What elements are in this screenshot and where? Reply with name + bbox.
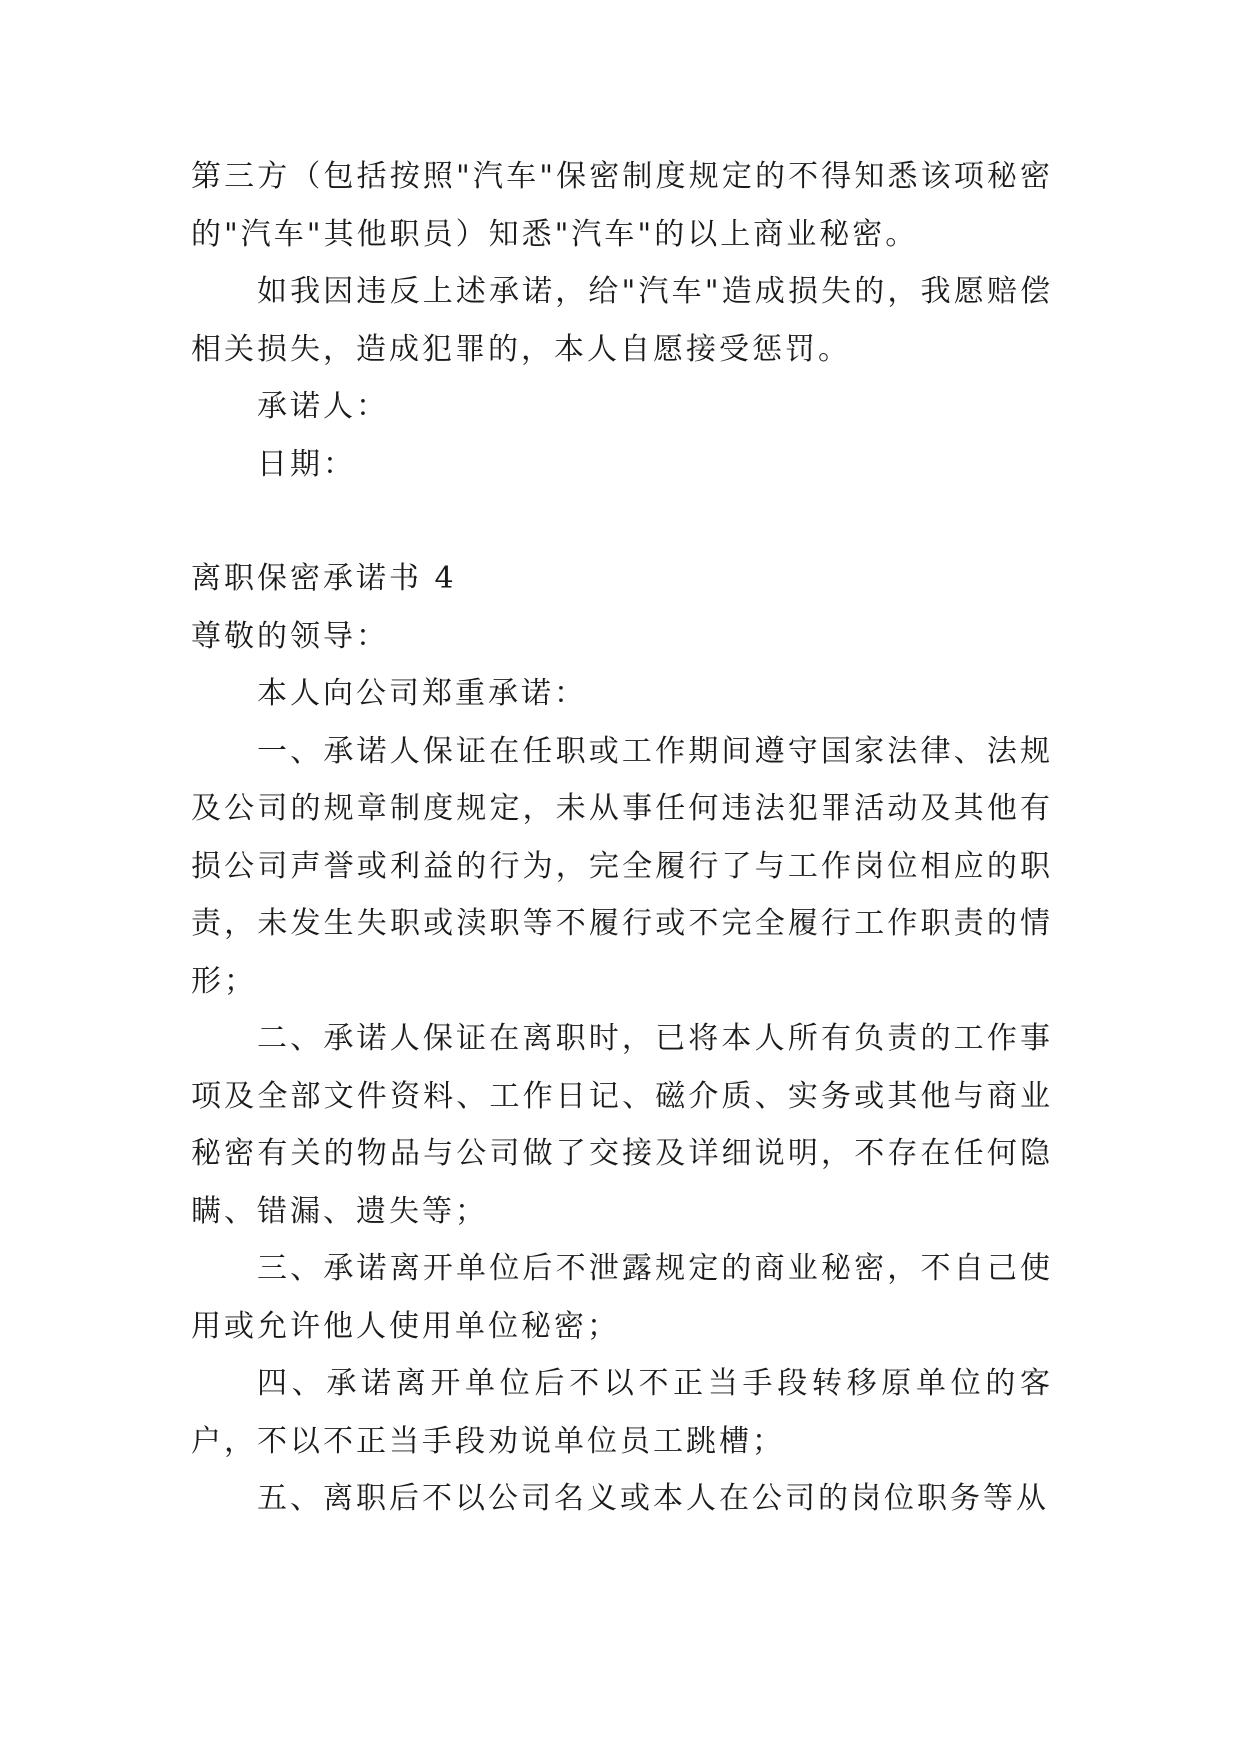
item-3: 三、承诺离开单位后不泄露规定的商业秘密，不自己使用或允许他人使用单位秘密； bbox=[191, 1251, 1053, 1344]
item-2: 二、承诺人保证在离职时，已将本人所有负责的工作事项及全部文件资料、工作日记、磁介质、实务或其他与商业秘密有关的物品与公司做了交接及详细说明，不存在任何隐瞒、错漏、遗失等； bbox=[191, 1021, 1053, 1229]
paragraph-compensation: 如我因违反上述承诺，给"汽车"造成损失的，我愿赔偿相关损失，造成犯罪的，本人自愿接受惩罚。 bbox=[191, 274, 1053, 367]
section-gap bbox=[191, 493, 1053, 550]
promisor-label: 承诺人： bbox=[257, 389, 389, 424]
salutation: 尊敬的领导： bbox=[191, 618, 389, 654]
paragraph-continuation: 第三方（包括按照"汽车"保密制度规定的不得知悉该项秘密的"汽车"其他职员）知悉"汽车"的以上商业秘密。 bbox=[191, 159, 1053, 252]
item-4: 四、承诺离开单位后不以不正当手段转移原单位的客户，不以不正当手段劝说单位员工跳槽； bbox=[191, 1366, 1053, 1459]
item-5: 五、离职后不以公司名义或本人在公司的岗位职务等从 bbox=[257, 1481, 1049, 1516]
intro-line: 本人向公司郑重承诺： bbox=[257, 676, 587, 711]
date-label: 日期： bbox=[257, 446, 356, 482]
section-title: 离职保密承诺书 4 bbox=[191, 561, 457, 596]
document-body bbox=[191, 148, 1053, 1528]
item-1: 一、承诺人保证在任职或工作期间遵守国家法律、法规及公司的规章制度规定，未从事任何违法犯罪活动及其他有损公司声誉或利益的行为，完全履行了与工作岗位相应的职责，未发生失职或渎职等不履行或不完全履行工作职责的情形； bbox=[191, 733, 1053, 999]
